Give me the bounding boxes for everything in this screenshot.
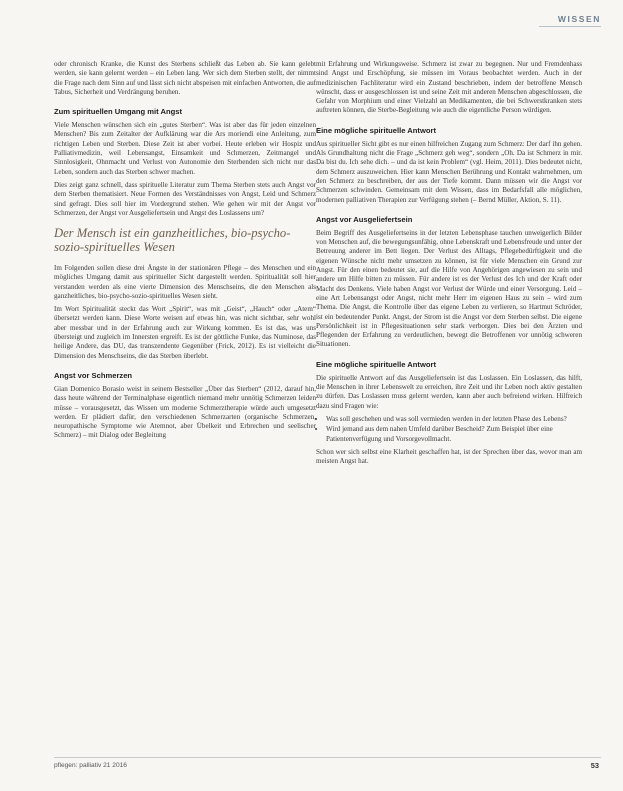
paragraph: Im Wort Spiritualität steckt das Wort „Spirit“, was mit „Geist“, „Hauch“ oder „Atem“ übersetzt werden kann. Diese Worte weisen auf etwas hin, was nicht sichtbar, sehr wohl aber messbar und in der Erfahrung auch zur Wirkung kommen. Es ist das, was uns übersteigt und zugleich im Innersten ergreift. Es ist der göttliche Funke, das Numinose, das heilige Andere, das DU, das transzendente Gegenüber (Frick, 2012). Es ist vielleicht die Dimension des Menschseins, die das Sterben überlebt.: [54, 305, 316, 360]
paragraph: Beim Begriff des Ausgeliefertseins in der letzten Lebensphase tauchen unweigerlich Bilder von Menschen auf, die bewegungsunfähig, ohne Lebenskraft und Lebensfreude und unter der Betreuung anderer im Bett liegen. Der Verlust des Alltags, Pflegebedürftigkeit und die eigenen Wünsche nicht mehr umsetzen zu können, ist für viele Menschen ein Grund zur Angst. Für den einen bedeutet sie, auf die Hilfe von Angehörigen angewiesen zu sein und andere um Hilfe bitten zu müssen. Für andere ist es der Verlust des Ich und der Kraft oder Macht des Denkens. Viele haben Angst vor Verlust der Würde und einer Versorgung. Leid – eine Art Lebensangst oder Angst, nicht mehr Herr im eigenen Haus zu sein – wird zum Thema. Die Angst, die Kontrolle über das eigene Leben zu verlieren, so Hartmut Schröder, ist ein bedeutender Punkt. Angst, der Strom ist die Angst vor dem Sterben selbst. Die eigene Persönlichkeit ist in Pflegesituationen sehr stark verborgen. Dies bei den Ärzten und Pflegenden der Erfahrung zu verdeutlichen, bewegt die Betroffenen vor unnötig schweren Situationen.: [316, 228, 582, 349]
subheading-spirituelle-antwort-2: Eine mögliche spirituelle Antwort: [316, 359, 436, 369]
paragraph: Dies zeigt ganz schnell, dass spirituelle Literatur zum Thema Sterben stets auch Angst vor dem Sterben thematisiert. Neue Formen des Verständnisses von Angst, Leid und Schmerz sind gefragt. Dies soll hier im Vordergrund stehen. Wie gehen wir mit der Angst vor Schmerzen, der Angst vor Ausgeliefertsein und Angst des Loslassens um?: [54, 180, 316, 217]
question-list: [316, 415, 582, 444]
paragraph: oder chronisch Kranke, die Kunst des Sterbens schließt das Leben ab. Sie kann gelebt werden, sie kann gelernt werden – ein Leben lang. Wer sich dem Sterben stellt, der nimmt die Frage nach dem Sinn auf und lässt sich nicht abspeisen mit einfachen Antworten, die auf Tabus, Sicherheit und Verdrängung beruhen.: [54, 60, 317, 96]
right-column: [316, 60, 582, 470]
subheading-spirituelle-antwort: Eine mögliche spirituelle Antwort: [316, 125, 436, 135]
subheading-ausgeliefertsein: Angst vor Ausgeliefertsein: [316, 214, 413, 224]
paragraph: Schon wer sich selbst eine Klarheit geschaffen hat, ist der Sprechen über das, wovor man am meisten Angst hat.: [316, 447, 582, 466]
subheading-spiritual-angst: Zum spirituellen Umgang mit Angst: [54, 107, 182, 117]
paragraph: Gian Domenico Borasio weist in seinem Bestseller „Über das Sterben“ (2012, darauf hin, dass heute während der Terminalphase eigentlich niemand mehr unnötig Schmerzen leiden müsse – vorausgesetzt, das Wissen um moderne Schmerztherapie würde auch umgesetzt werden. Er plädiert dafür, den verschiedenen Schmerzarten (organische Schmerzen, neuropathische Symptome wie Atemnot, aber Übelkeit und Erbrechen und seelischer Schmerz) – mit Dialog oder Begleitung: [54, 384, 316, 440]
paragraph: Die spirituelle Antwort auf das Ausgeliefertsein ist das Loslassen. Ein Loslassen, das hilft, die Menschen in ihrer Lebenswelt zu erreichen, ihre Zeit und ihr Leben noch aktiv gestalten zu dürfen. Das Loslassen muss gelernt werden, kann aber auch befreiend wirken. Hilfreich dazu sind Fragen wie:: [316, 373, 582, 410]
paragraph: Aus spiritueller Sicht gibt es nur einen hilfreichen Zugang zum Schmerz: Der darf ihn gehen. Als Grundhaltung nicht die Frage „Schmerz geh weg“, sondern „Oh. Da ist Schmerz in mir. Da bist du. Ich sehe dich. – und da ist kein Problem“ (vgl. Heim, 2011). Dies bedeutet nicht, dem Schmerz auszuweichen. Hier kann Menschen Berührung und Kontakt wahrnehmen, um den Schmerz zu beschreiben, der aus der Tiefe kommt. Dann müssen wir die Angst vor Schmerzen schwinden. Gemeinsam mit dem Wissen, dass im Bedarfsfall alle möglichen, modernen palliativen Therapien zur Verfügung stehen (– Bernd Müller, Aktion, S. 11).: [316, 139, 582, 204]
subheading-angst-schmerzen: Angst vor Schmerzen: [54, 370, 133, 380]
paragraph: Viele Menschen wünschen sich ein „gutes Sterben“. Was ist aber das für jeden einzelnen Menschen? Bis zum Zeitalter der Aufklärung war die Ars moriendi eine Anleitung, zum richtigen Leben und Sterben. Diese Zeit ist aber vorbei. Heute erleben wir Hospiz und Palliativmedizin, weil Lebensangst, Einsamkeit und Schmerzen, Zeitmangel und Sinnlosigkeit, Ohnmacht und Verlust von Autonomie den Sterbenden sich nicht nur das Leben, sondern auch das Sterben schwer machen.: [54, 121, 316, 176]
footer-rule: [54, 757, 601, 758]
paragraph: Im Folgenden sollen diese drei Ängste in der stationären Pflege – des Menschen und ein mögliches Umgang damit aus spiritueller Sicht dargestellt werden. Spiritualität soll hier verstanden werden als eine vierte Dimension des Menschseins, die den Menschen als ganzheitliches, bio-psycho-sozio-spirituelles Wesen sieht.: [54, 263, 316, 300]
pull-quote: Der Mensch ist ein ganzheitliches, bio-psycho-sozio-spirituelles Wesen: [54, 226, 291, 254]
page-number: 53: [590, 761, 599, 770]
paragraph: mit Erfahrung und Wirkungsweise. Schmerz ist zwar zu begegnen. Nur und Fremdenhass sind Angst und Erschöpfung, sie müssen im Voraus beobachtet werden. Auch in der medizinischen Fachliteratur wird ein Zustand beschrieben, indem der betroffene Mensch wünscht, dass er ausgeschlossen ist und seine Zeit mit anderen Menschen abgeschlossen, die Gefahr von Morphium und einer Vielzahl an Medikamenten, die bei Schwerstkranken stets auftreten können, die Sterbe-Begleitung wie auch die eigentliche Person würdigen.: [316, 60, 582, 115]
left-column: [54, 60, 316, 445]
list-item: • Wird jemand aus dem nahen Umfeld darüber Bescheid? Zum Beispiel über eine Patientenverfügung und Vorsorgevollmacht.: [326, 425, 582, 444]
section-label: WISSEN: [557, 14, 601, 24]
footer-publication: pflegen: palliativ 21 2016: [54, 762, 127, 769]
list-item: • Was soll geschehen und was soll vermieden werden in der letzten Phase des Lebens?: [326, 415, 582, 424]
header-rule: [539, 26, 601, 27]
